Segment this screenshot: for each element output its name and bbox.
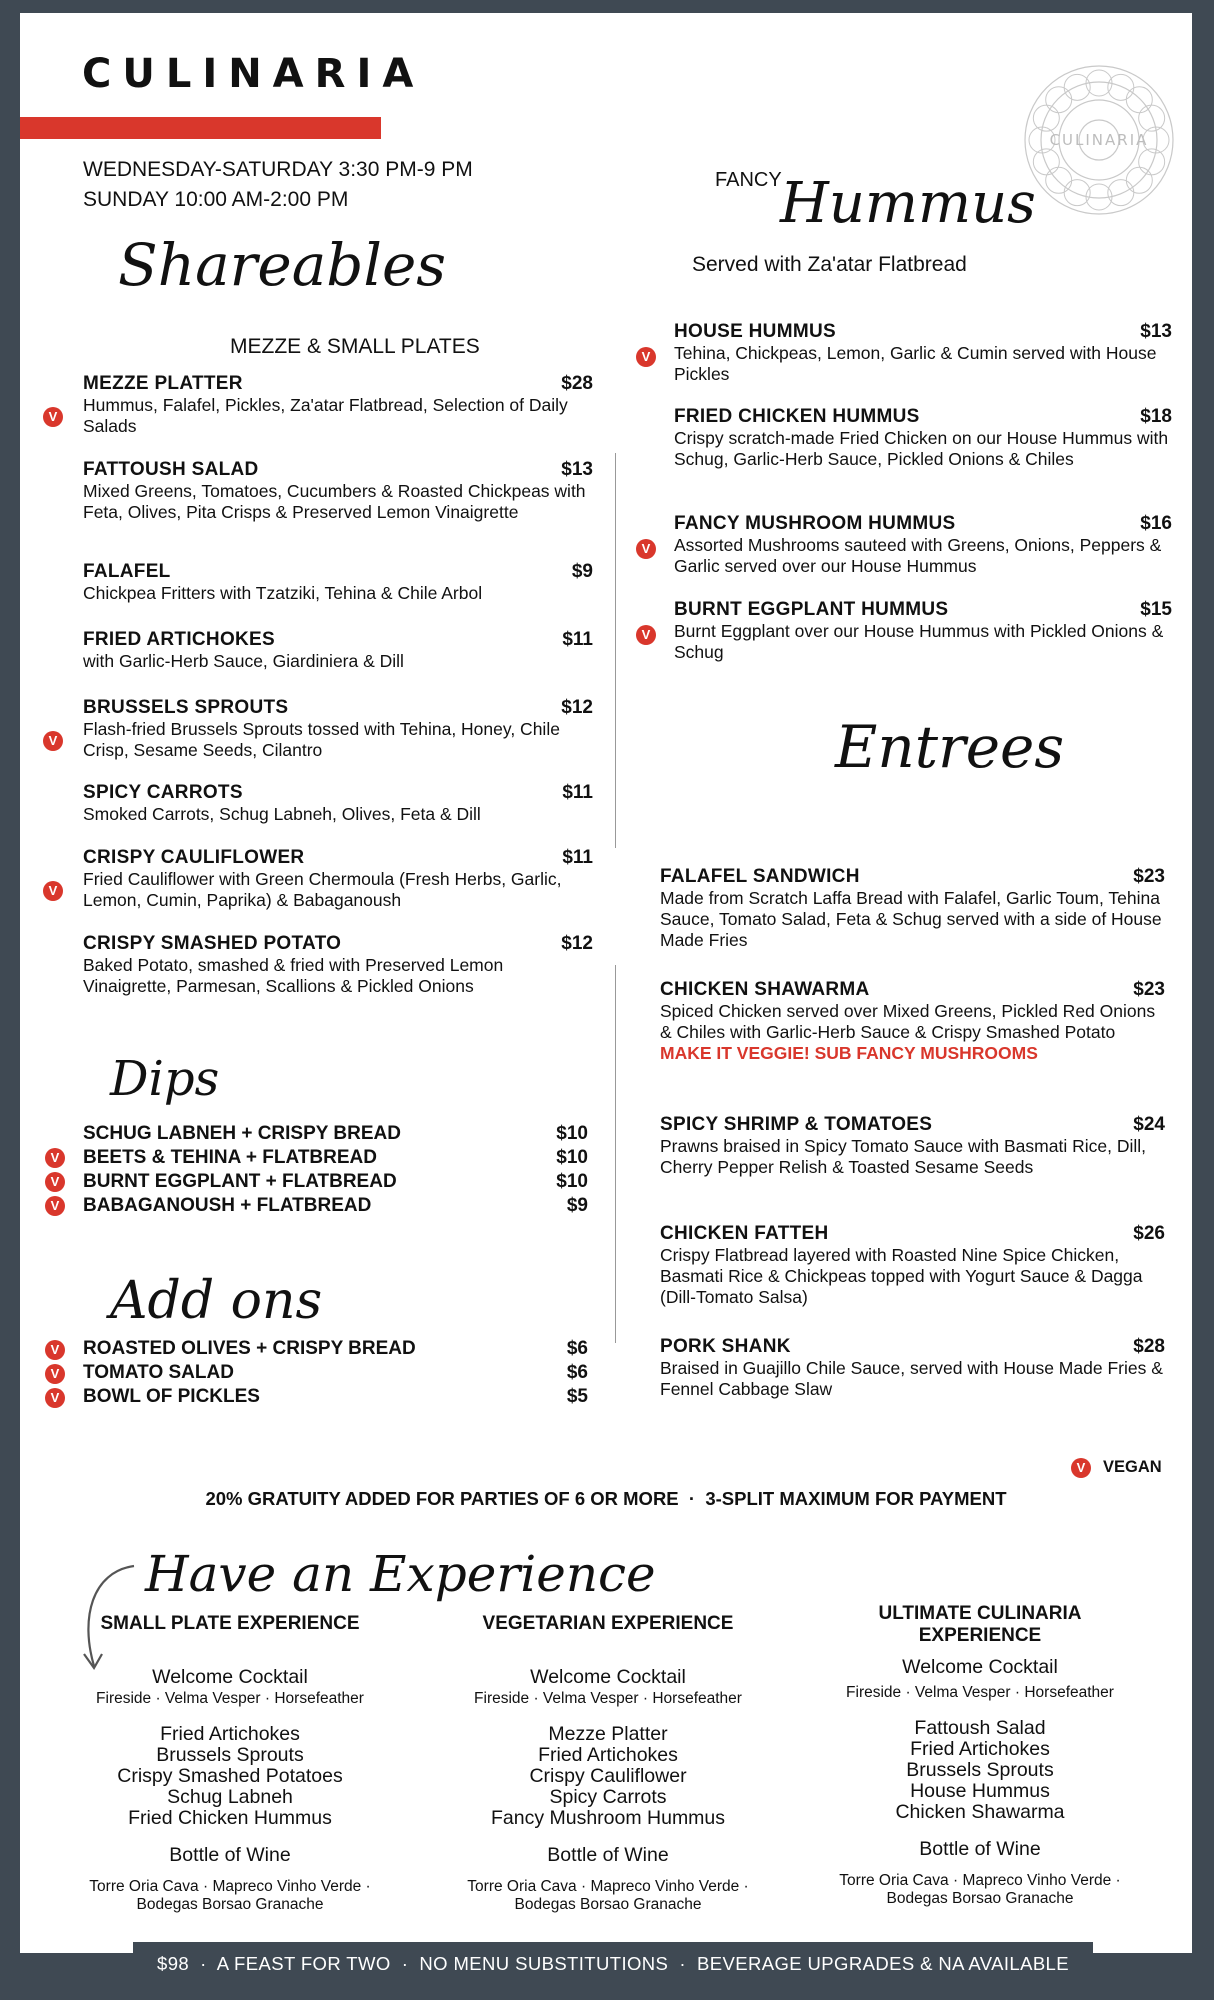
vegan-icon: V: [45, 1364, 65, 1384]
experience-title: VEGETARIAN EXPERIENCE: [482, 1613, 734, 1634]
vegan-icon: V: [636, 625, 656, 645]
dish-name: Crispy Smashed Potatoes: [117, 1765, 343, 1787]
menu-item: [660, 979, 1165, 1064]
item-description: Crispy scratch-made Fried Chicken on our House Hummus with Schug, Garlic-Herb Sauce, Pickled Onions & Chiles: [674, 428, 1169, 469]
item-description: Fried Cauliflower with Green Chermoula (Fresh Herbs, Garlic, Lemon, Cumin, Paprika) & Babaganoush: [83, 869, 562, 910]
dip-item: [83, 1147, 588, 1169]
opening-hours: [83, 155, 473, 215]
dish-name: Spicy Carrots: [549, 1786, 667, 1808]
item-name: FRIED ARTICHOKES: [83, 629, 275, 650]
column-divider: [615, 453, 616, 848]
dish-name: Chicken Shawarma: [895, 1801, 1065, 1823]
menu-item: [674, 599, 1172, 663]
experience-title: SMALL PLATE EXPERIENCE: [100, 1613, 360, 1634]
menu-item: [83, 459, 593, 523]
item-price: $24: [1133, 1114, 1165, 1135]
hours-line: SUNDAY 10:00 AM-2:00 PM: [83, 188, 349, 211]
experience-title: Have an Experience: [145, 1545, 656, 1603]
hummus-title: Hummus: [780, 171, 1036, 236]
vegan-legend-label: VEGAN: [1103, 1458, 1162, 1476]
vegan-icon: V: [636, 347, 656, 367]
item-name: MEZZE PLATTER: [83, 373, 243, 394]
item-price: $11: [562, 847, 593, 868]
item-name: ROASTED OLIVES + CRISPY BREAD: [83, 1338, 416, 1359]
wine-label: Bottle of Wine: [547, 1844, 669, 1866]
experience-dishes: [790, 1718, 1170, 1823]
shareables-subtitle: MEZZE & SMALL PLATES: [230, 335, 480, 358]
menu-item: [660, 1223, 1165, 1308]
menu-item: [83, 782, 593, 825]
vegan-icon: V: [43, 731, 63, 751]
menu-item: [660, 1114, 1165, 1178]
dish-name: Fattoush Salad: [914, 1717, 1046, 1739]
experience-dishes: [40, 1724, 420, 1829]
dish-name: House Hummus: [910, 1780, 1050, 1802]
menu-item: [83, 933, 593, 997]
item-name: FALAFEL SANDWICH: [660, 866, 860, 887]
item-price: $13: [561, 459, 593, 480]
item-description: Hummus, Falafel, Pickles, Za'atar Flatbread, Selection of Daily Salads: [83, 395, 568, 436]
item-name: CHICKEN SHAWARMA: [660, 979, 870, 1000]
experience-dishes: [418, 1724, 798, 1829]
menu-item: [83, 629, 593, 672]
item-description: Flash-fried Brussels Sprouts tossed with Tehina, Honey, Chile Crisp, Sesame Seeds, Cilantro: [83, 719, 560, 760]
item-description: Mixed Greens, Tomatoes, Cucumbers & Roasted Chickpeas with Feta, Olives, Pita Crisps & Preserved Lemon Vinaigrette: [83, 481, 586, 522]
dip-item: [83, 1171, 588, 1193]
vegan-legend-icon: V: [1071, 1458, 1091, 1478]
item-name: SPICY CARROTS: [83, 782, 243, 803]
item-description: Spiced Chicken served over Mixed Greens, Pickled Red Onions & Chiles with Garlic-Herb Sauce & Crispy Smashed Potato: [660, 1001, 1156, 1042]
item-name: BURNT EGGPLANT + FLATBREAD: [83, 1171, 397, 1192]
entrees-title: Entrees: [835, 713, 1065, 781]
item-name: HOUSE HUMMUS: [674, 321, 836, 342]
hours-line: WEDNESDAY-SATURDAY 3:30 PM-9 PM: [83, 158, 473, 181]
dip-item: [83, 1123, 588, 1145]
item-name: FANCY MUSHROOM HUMMUS: [674, 513, 956, 534]
item-name: SPICY SHRIMP & TOMATOES: [660, 1114, 933, 1135]
vegan-icon: V: [636, 539, 656, 559]
item-description: Assorted Mushrooms sauteed with Greens, Onions, Peppers & Garlic served over our House Hummus: [674, 535, 1162, 576]
item-name: FALAFEL: [83, 561, 171, 582]
dish-name: Schug Labneh: [167, 1786, 293, 1808]
vegan-icon: V: [45, 1172, 65, 1192]
dip-item: [83, 1195, 588, 1217]
dish-name: Crispy Cauliflower: [529, 1765, 687, 1787]
addons-title: Add ons: [110, 1271, 323, 1331]
mandala-petal: [1046, 167, 1072, 193]
cocktail-label: Welcome Cocktail: [902, 1656, 1058, 1678]
item-price: $12: [561, 697, 593, 718]
vegan-icon: V: [45, 1196, 65, 1216]
item-name: TOMATO SALAD: [83, 1362, 234, 1383]
wine-options: Torre Oria Cava · Mapreco Vinho Verde · Bodegas Borsao Granache: [467, 1878, 749, 1913]
hummus-prefix: FANCY: [715, 169, 782, 191]
dish-name: Fancy Mushroom Hummus: [490, 1807, 726, 1829]
item-price: $10: [556, 1123, 588, 1144]
wine-label: Bottle of Wine: [919, 1838, 1041, 1860]
logo-text: CULINARIA: [1049, 131, 1149, 149]
mandala-petal: [1126, 87, 1152, 113]
dips-title: Dips: [110, 1051, 220, 1107]
dish-name: Fried Artichokes: [160, 1723, 300, 1745]
accent-bar: [20, 117, 381, 139]
item-description: Burnt Eggplant over our House Hummus with Pickled Onions & Schug: [674, 621, 1164, 662]
cocktail-label: Welcome Cocktail: [530, 1666, 686, 1688]
column-divider: [615, 965, 616, 1343]
addon-item: [83, 1386, 588, 1408]
item-name: CHICKEN FATTEH: [660, 1223, 829, 1244]
cocktail-options: Fireside · Velma Vesper · Horsefeather: [96, 1690, 364, 1707]
menu-item: [674, 513, 1172, 577]
menu-item: [83, 697, 593, 761]
item-price: $28: [1133, 1336, 1165, 1357]
mandala-petal: [1126, 167, 1152, 193]
footer-banner: $98 · A FEAST FOR TWO · NO MENU SUBSTITUTIONS · BEVERAGE UPGRADES & NA AVAILABLE: [133, 1942, 1093, 1985]
item-name: BRUSSELS SPROUTS: [83, 697, 289, 718]
item-name: BURNT EGGPLANT HUMMUS: [674, 599, 949, 620]
item-price: $16: [1140, 513, 1172, 534]
experience-column: [418, 1613, 798, 1914]
item-price: $6: [566, 1362, 588, 1383]
item-name: PORK SHANK: [660, 1336, 791, 1357]
menu-item: [674, 406, 1172, 470]
menu-item: [83, 561, 593, 604]
menu-item: [83, 847, 593, 911]
item-description: Baked Potato, smashed & fried with Preserved Lemon Vinaigrette, Parmesan, Scallions & Pickled Onions: [83, 955, 504, 996]
item-price: $11: [562, 629, 593, 650]
item-price: $15: [1140, 599, 1172, 620]
item-price: $10: [556, 1147, 588, 1168]
item-description: Crispy Flatbread layered with Roasted Nine Spice Chicken, Basmati Rice & Chickpeas topped with Yogurt Sauce & Dagga (Dill-Tomato Salsa): [660, 1245, 1143, 1307]
item-name: FRIED CHICKEN HUMMUS: [674, 406, 920, 427]
cocktail-label: Welcome Cocktail: [152, 1666, 308, 1688]
item-price: $23: [1133, 866, 1165, 887]
item-price: $5: [566, 1386, 588, 1407]
item-price: $18: [1140, 406, 1172, 427]
vegan-icon: V: [45, 1388, 65, 1408]
addon-item: [83, 1338, 588, 1360]
cocktail-options: Fireside · Velma Vesper · Horsefeather: [474, 1690, 742, 1707]
item-description: Made from Scratch Laffa Bread with Falafel, Garlic Toum, Tehina Sauce, Tomato Salad, Feta & Schug served with a side of House Made Fries: [660, 888, 1162, 950]
brand-name: CULINARIA: [82, 51, 425, 97]
item-name: BOWL OF PICKLES: [83, 1386, 260, 1407]
item-description: Smoked Carrots, Schug Labneh, Olives, Feta & Dill: [83, 804, 481, 824]
menu-item: [660, 1336, 1165, 1400]
item-name: CRISPY SMASHED POTATO: [83, 933, 342, 954]
item-price: $6: [566, 1338, 588, 1359]
item-price: $9: [566, 1195, 588, 1216]
shareables-title: Shareables: [118, 231, 447, 299]
vegan-icon: V: [43, 881, 63, 901]
menu-page: [20, 13, 1192, 1953]
dish-name: Fried Chicken Hummus: [128, 1807, 332, 1829]
experience-column: [790, 1603, 1170, 1908]
item-description: Braised in Guajillo Chile Sauce, served with House Made Fries & Fennel Cabbage Slaw: [660, 1358, 1163, 1399]
vegan-icon: V: [43, 407, 63, 427]
item-price: $12: [561, 933, 593, 954]
wine-options: Torre Oria Cava · Mapreco Vinho Verde · Bodegas Borsao Granache: [89, 1878, 371, 1913]
item-note: MAKE IT VEGGIE! SUB FANCY MUSHROOMS: [660, 1043, 1038, 1063]
addon-item: [83, 1362, 588, 1384]
item-description: Prawns braised in Spicy Tomato Sauce with Basmati Rice, Dill, Cherry Pepper Relish & Toasted Sesame Seeds: [660, 1136, 1146, 1177]
dish-name: Mezze Platter: [548, 1723, 668, 1745]
item-price: $26: [1133, 1223, 1165, 1244]
cocktail-options: Fireside · Velma Vesper · Horsefeather: [846, 1684, 1114, 1701]
item-price: $11: [562, 782, 593, 803]
item-name: CRISPY CAULIFLOWER: [83, 847, 305, 868]
item-name: BEETS & TEHINA + FLATBREAD: [83, 1147, 377, 1168]
menu-item: [660, 866, 1165, 951]
menu-item: [83, 373, 593, 437]
item-name: BABAGANOUSH + FLATBREAD: [83, 1195, 372, 1216]
vegan-icon: V: [45, 1148, 65, 1168]
item-description: with Garlic-Herb Sauce, Giardiniera & Dill: [83, 651, 404, 671]
gratuity-note: 20% GRATUITY ADDED FOR PARTIES OF 6 OR MORE · 3-SPLIT MAXIMUM FOR PAYMENT: [205, 1488, 1007, 1509]
dish-name: Fried Artichokes: [538, 1744, 678, 1766]
item-price: $23: [1133, 979, 1165, 1000]
mandala-logo: [1020, 61, 1178, 219]
vegan-icon: V: [45, 1340, 65, 1360]
item-price: $10: [556, 1171, 588, 1192]
wine-options: Torre Oria Cava · Mapreco Vinho Verde · Bodegas Borsao Granache: [839, 1872, 1121, 1907]
item-description: Tehina, Chickpeas, Lemon, Garlic & Cumin served with House Pickles: [674, 343, 1157, 384]
item-price: $28: [561, 373, 593, 394]
item-price: $9: [571, 561, 593, 582]
experience-column: [40, 1613, 420, 1914]
menu-item: [674, 321, 1172, 385]
hummus-subtitle: Served with Za'atar Flatbread: [692, 253, 967, 276]
dish-name: Fried Artichokes: [910, 1738, 1050, 1760]
wine-label: Bottle of Wine: [169, 1844, 291, 1866]
item-name: SCHUG LABNEH + CRISPY BREAD: [83, 1123, 401, 1144]
experience-title: ULTIMATE CULINARIA EXPERIENCE: [878, 1603, 1082, 1646]
item-description: Chickpea Fritters with Tzatziki, Tehina & Chile Arbol: [83, 583, 483, 603]
item-price: $13: [1140, 321, 1172, 342]
item-name: FATTOUSH SALAD: [83, 459, 259, 480]
mandala-petal: [1046, 87, 1072, 113]
dish-name: Brussels Sprouts: [156, 1744, 304, 1766]
dish-name: Brussels Sprouts: [906, 1759, 1054, 1781]
